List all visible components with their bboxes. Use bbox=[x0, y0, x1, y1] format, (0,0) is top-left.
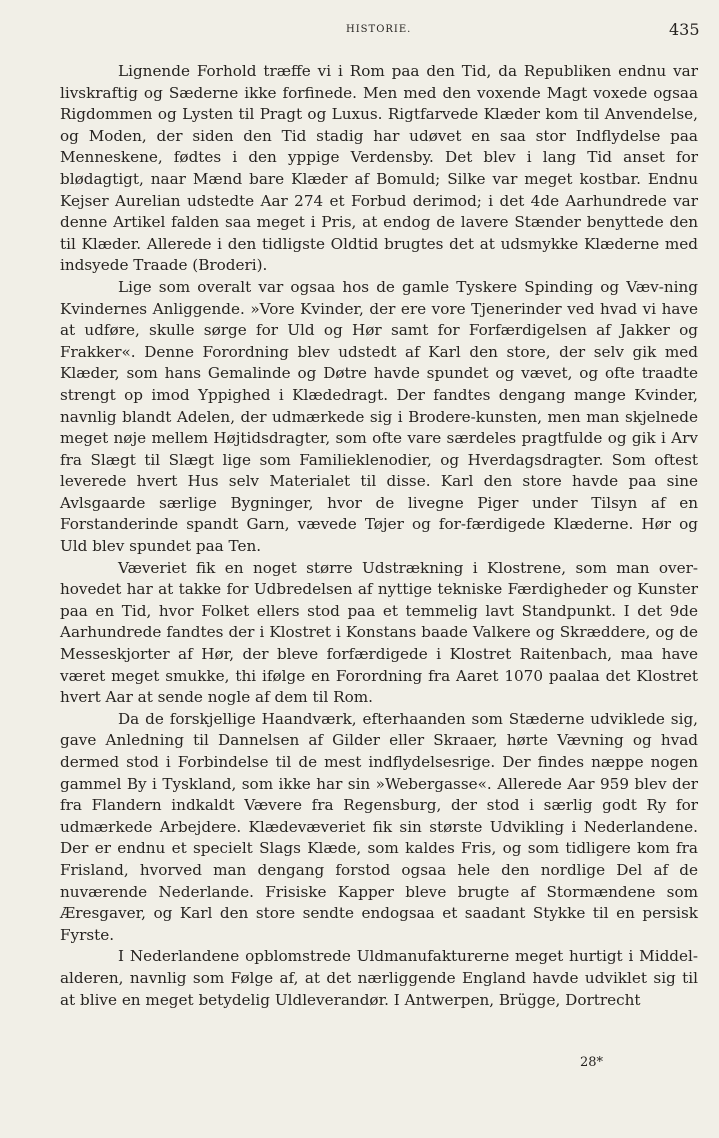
signature-mark: 28* bbox=[580, 1055, 604, 1070]
paragraph-germans: Lige som overalt var ogsaa hos de gamle Tyskere Spinding og Væv-ning Kvindernes Anliggende. »Vore Kvinder, der ere vore Tjenerinder ved hvad vi have at udføre, skulle sørge for Uld og Hør samt for Forfærdigelsen af Jakker og Frakker«. Denne Forordning blev udstedt af Karl den store, der selv gik med Klæder, som hans Gemalinde og Døtre havde spundet og vævet, og ofte traadte strengt op imod Yppighed i Klædedragt. Der fandtes dengang mange Kvinder, navnlig blandt Adelen, der udmærkede sig i Brodere-kunsten, men man skjelnede meget nøje mellem Højtidsdragter, som ofte vare særdeles pragtfulde og gik i Arv fra Slægt til Slægt lige som Familieklenodier, og Hverdagsdragter. Som oftest leverede hvert Hus selv Materialet til disse. Karl den store havde paa sine Avlsgaarde særlige Bygninger, hvor de livegne Piger under Tilsyn af en Forstanderinde spandt Garn, vævede Tøjer og for-færdigede Klæderne. Hør og Uld blev spundet paa Ten. bbox=[60, 277, 698, 556]
page-number: 435 bbox=[669, 20, 700, 39]
running-title: HISTORIE. bbox=[346, 24, 412, 35]
paragraph-guilds: Da de forskjellige Haandværk, efterhaanden som Stæderne udviklede sig, gave Anledning til Dannelsen af Gilder eller Skraaer, hørte Vævning og hvad dermed stod i Forbindelse til de mest indflydelsesrige. Der findes næppe nogen gammel By i Tyskland, som ikke har sin »Webergasse«. Allerede Aar 959 blev der fra Flandern indkaldt Vævere fra Regensburg, der stod i særlig godt Ry for udmærkede Arbejdere. Klædevæveriet fik sin største Udvikling i Nederlandene. Der er endnu et specielt Slags Klæde, som kaldes Fris, og som tidligere kom fra Frisland, hvorved man dengang forstod ogsaa hele den nordlige Del af de nuværende Nederlande. Frisiske Kapper bleve brugte af Stormændene som Æresgaver, og Karl den store sendte endogsaa et saadant Stykke til en persisk Fyrste. bbox=[60, 709, 698, 944]
paragraph-rome: Lignende Forhold træffe vi i Rom paa den Tid, da Republiken endnu var livskraftig og Sæderne ikke forfinede. Men med den voxende Magt voxede ogsaa Rigdommen og Lysten til Pragt og Luxus. Rigtfarvede Klæder kom til Anvendelse, og Moden, der siden den Tid stadig har udøvet en saa stor Indflydelse paa Menneskene, fødtes i den yppige Verdensby. Det blev i lang Tid anset for blødagtigt, naar Mænd bare Klæder af Bomuld; Silke var meget kostbar. Endnu Kejser Aurelian udstedte Aar 274 et Forbud derimod; i det 4de Aarhundrede var denne Artikel falden saa meget i Pris, at endog de lavere Stænder benyttede den til Klæder. Allerede i den tidligste Oldtid brugtes det at udsmykke Klæderne med indsyede Traade (Broderi). bbox=[60, 62, 698, 275]
paragraph-netherlands: I Nederlandene opblomstrede Uldmanufakturerne meget hurtigt i Middel-alderen, navnlig som Følge af, at det nærliggende England havde udviklet sig til at blive en meget betydelig Uldleverandør. I Antwerpen, Brügge, Dortrecht bbox=[60, 947, 698, 1009]
body-text bbox=[60, 61, 698, 1011]
page-header bbox=[0, 20, 719, 42]
paragraph-monasteries: Væveriet fik en noget større Udstrækning i Klostrene, som man over-hovedet har at takke for Udbredelsen af nyttige tekniske Færdigheder og Kunster paa en Tid, hvor Folket ellers stod paa et temmelig lavt Standpunkt. I det 9de Aarhundrede fandtes der i Klostret i Konstans baade Valkere og Skræddere, og de Messeskjorter af Hør, der bleve forfærdigede i Klostret Raitenbach, maa have været meget smukke, thi ifølge en Forordning fra Aaret 1070 paalaa det Klostret hvert Aar at sende nogle af dem til Rom. bbox=[60, 558, 698, 707]
